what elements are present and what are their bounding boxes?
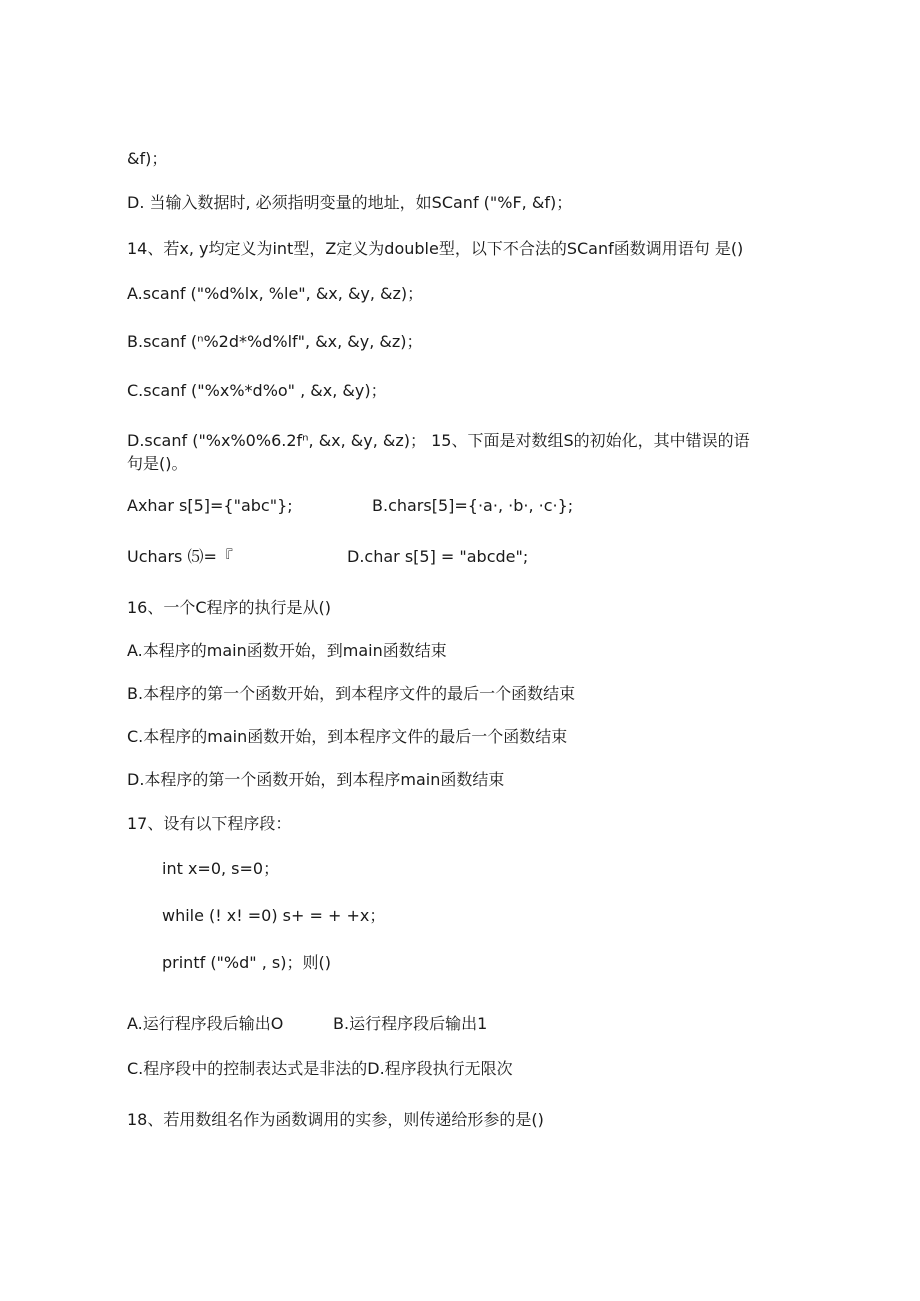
- code-line: int x=0, s=0；: [162, 859, 280, 878]
- option-d-and-question-15: D.scanf ("%x%0%6.2fⁿ, &x, &y, &z)； 15、下面是对数组S的初始化，其中错误的语: [127, 431, 750, 450]
- options-c-d: C.程序段中的控制表达式是非法的D.程序段执行无限次: [127, 1059, 513, 1078]
- option-d-line: D. 当输入数据时, 必须指明变量的地址，如SCanf ("%F, &f)；: [127, 193, 573, 212]
- option-d: D.本程序的第一个函数开始，到本程序main函数结束: [127, 770, 505, 789]
- text-line: &f)；: [127, 149, 168, 168]
- question-16: 16、一个C程序的执行是从(): [127, 598, 332, 617]
- option-d-array-init: D.char s[5] = "abcde";: [347, 547, 529, 566]
- option-c: C.scanf ("%x%*d%o" , &x, &y)；: [127, 381, 387, 400]
- option-b-array-init: B.chars[5]={·a·, ·b·, ·c·};: [372, 496, 574, 515]
- option-b: B.运行程序段后输出1: [333, 1014, 488, 1033]
- option-a: A.scanf ("%d%lx, %le", &x, &y, &z)；: [127, 284, 424, 303]
- option-a: A.本程序的main函数开始，到main函数结束: [127, 641, 447, 660]
- option-b: B.本程序的第一个函数开始，到本程序文件的最后一个函数结束: [127, 684, 576, 703]
- question-14: 14、若x, y均定义为int型，Z定义为double型，以下不合法的SCanf函数调用语句 是(): [127, 239, 744, 258]
- question-15-continuation: 句是()。: [127, 454, 188, 473]
- code-line: printf ("%d" , s)；则(): [162, 953, 331, 972]
- option-c: C.本程序的main函数开始，到本程序文件的最后一个函数结束: [127, 727, 568, 746]
- option-b: B.scanf (ⁿ%2d*%d%lf", &x, &y, &z)；: [127, 332, 423, 351]
- option-c-array-init: Uchars ⑸=『: [127, 547, 233, 566]
- question-18: 18、若用数组名作为函数调用的实参，则传递给形参的是(): [127, 1110, 544, 1129]
- code-line: while (! x! =0) s+ = + +x；: [162, 906, 386, 925]
- option-a: A.运行程序段后输出O: [127, 1014, 284, 1033]
- option-a-array-init: Axhar s[5]={"abc"};: [127, 496, 293, 515]
- question-17: 17、设有以下程序段：: [127, 814, 292, 833]
